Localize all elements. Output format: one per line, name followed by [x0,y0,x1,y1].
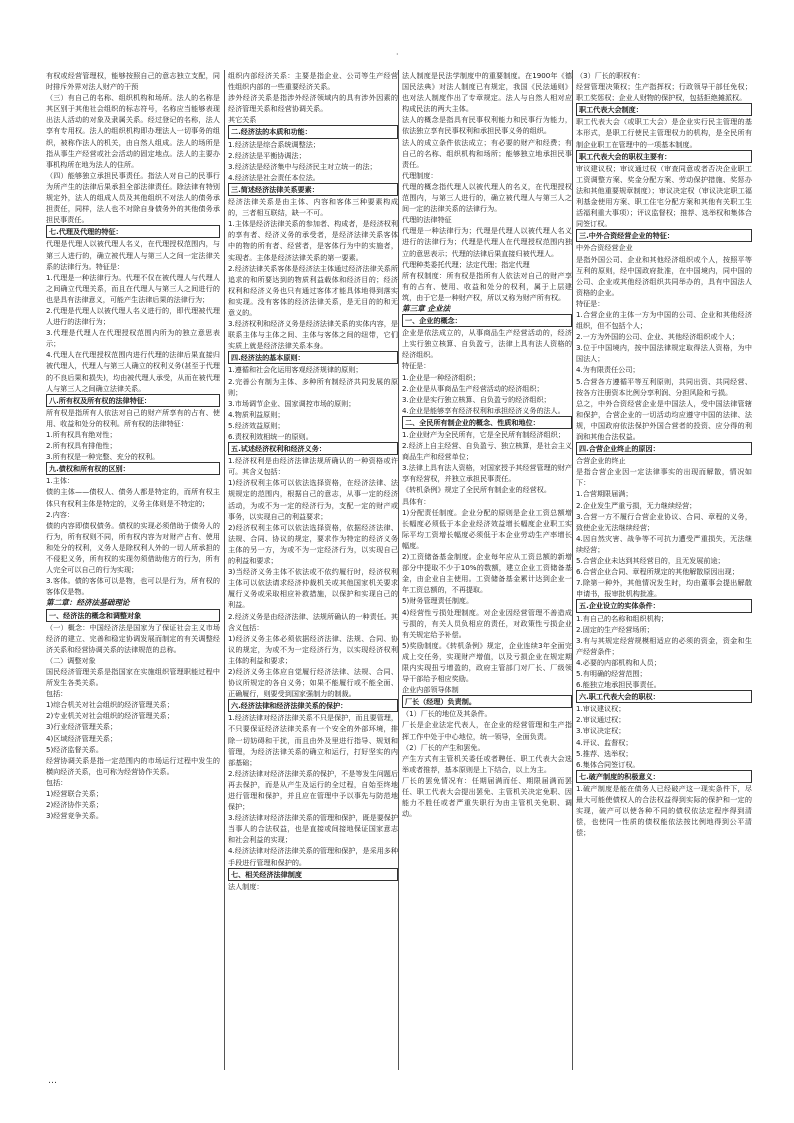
section-heading: 三.简述经济法律关系要素： [228,183,398,196]
column-2 [224,70,398,1070]
paragraph: 合营企业的终止 [576,456,626,466]
paragraph: 3.经济权利和经济义务是经济法律关系的实体内容，是联系主体与主体之间、主体与客体之间的纽带，它们实质上就是经济法律关系本身。 [228,319,398,351]
paragraph: 组织内部经济关系：主要是指企业、公司等生产经营性组织内部的一些重要经济关系。 [228,71,398,92]
paragraph: 特征是： [576,298,605,308]
paragraph: 3.客体。债的客体可以是物，也可以是行为，所有权的客体仅是物。 [46,576,220,597]
paragraph: 1)综合机关对社会组织的经济管理关系； [46,700,174,710]
paragraph: 1.审议建议权； [576,704,626,714]
paragraph: 1)经济权利主体可以依法选择资格，在经济法律、法规规定的范围内，根据自己的意志，从事一定的经济活动，为或不为一定的经济行为，支配一定的财产或事务，以实现自己的利益要求； [228,478,398,521]
paragraph: 2.所有权具有排他性； [46,441,117,451]
paragraph: 1.主体是经济法律关系的参加者、构成者，是经济权利的享有者、经济义务的承受者，是经济法律关系客体中的物的所有者、经营者，是客体行为中的实施者，实现者。主体是经济法律关系的第一要素。 [228,219,398,262]
paragraph: 2.完善公有制为主体、多种所有制经济共同发展的原则； [228,376,398,397]
paragraph: 法人制度是民法学制度中的重要制度。在1900年《德国民法典》对法人制度已有规定，我国《民法通则》也对法人制度作出了专章规定。法人与自然人相对应构成民法的两大主体。 [402,71,572,114]
section-heading: 八.所有权及所有权的法律特征： [46,394,220,407]
section-heading: 职工代表大会的职权主要有： [576,150,752,163]
paragraph: 其它关系 [228,115,257,125]
paragraph: 7.除第一种外，其他情况发生时，均由董事会提出解散申请书，报审批机构批准。 [576,578,752,599]
paragraph: 1)经营联合关系； [46,789,103,798]
paragraph: 4)区域经济管理关系； [46,733,118,743]
section-heading: 厂长（经理）负责制。 [402,695,572,708]
paragraph: 有权或经营管理权，能够按照自己的意志独立支配，同时排斥外界对法人财产的干预 [46,71,220,92]
paragraph: 2.企业发生严重亏损，无力继续经营； [576,500,697,510]
paragraph: 5)财务管理责任制度。 [402,596,474,606]
paragraph: 债的主体——债权人、债务人都是特定的，而所有权主体只有权利主体是特定的，义务主体则是不特定的； [46,487,220,508]
section-heading: 六.职工代表大会的职权： [576,690,752,703]
section-heading: 二.经济法的本质和功能： [228,125,398,138]
paragraph: 代理是一种法律行为；代理是代理人以被代理人名义进行的法律行为；代理是代理人在代理授权范围内独立的意思表示；代理的法律后果直接归被代理人。 [402,226,572,258]
section-heading: 七.破产制度的积极意义： [576,770,752,783]
paragraph: 1.经济法律对经济法律关系不只是保护，而且要管理，不只要保证经济法律关系有一个安全的外部环境，排除一切妨碍和干扰，而且由外及里进行指导、规划和管理，为经济法律关系的确立和运行，打好坚实的内部基础； [228,713,398,767]
paragraph: 2.企业是从事商品生产经营活动的经济组织； [402,383,544,393]
paragraph: 企业是依法成立的，从事商品生产经营活动的，经济上实行独立核算、自负盈亏，法律上具有法人资格的经济组织。 [402,328,572,360]
paragraph: 审议建议权；审议通过权（审查同意或者否决企业职工工资调整方案、奖金分配方案、劳动保护措施、奖惩办法和其他重要规章制度）；审议决定权（审议决定职工福利基金使用方案、职工住宅分配方案和其他有关职工生活福利重大事项）；评议监督权；推荐、选举权和集体合同签订权。 [576,163,752,229]
paragraph: 代理制度： [402,170,438,180]
paragraph: 2)专业机关对社会组织的经济管理关系； [46,711,174,721]
paragraph: 企业内部领导体制 [402,685,459,695]
paragraph: 是指外国公司、企业和其他经济组织或个人，按照平等互利的原则，经中国政府批准，在中国境内，同中国的公司、企业或其他经济组织共同举办的，具有中国法人资格的企业。 [576,254,752,297]
paragraph: 2.固定的生产经营场所； [576,624,654,634]
paragraph: 4.企业是能够享有经济权利和承担经济义务的法人。 [402,405,565,415]
section-heading: 职工代表大会制度： [576,103,752,116]
section-heading: 四.经济法的基本原则： [228,351,398,364]
paragraph: 5.有明确的经营范围； [576,668,647,678]
bottom-mark: … [48,1076,57,1086]
section-heading: 六.经济法律和经济法律关系的保护： [228,699,398,712]
paragraph: 3.市场调节企业、国家调控市场的原则； [228,398,356,408]
paragraph: 3.经济法是经济集中与经济民主对立统一的法； [228,161,377,171]
paragraph: 3.有与其规定经营规模相适应的必须的资金，资金和生产经营条件； [576,635,752,656]
paragraph: 6.合营企业合同、章程所规定的其他解散原因出现； [576,567,739,577]
paragraph: 代理是代理人以被代理人名义，在代理授权范围内，与第三人进行的，确立被代理人与第三人之间一定法律关系的法律行为。特征是： [46,239,220,271]
paragraph: 1.企业财产为全民所有，它是全民所有制经济组织； [402,430,565,439]
section-heading: 四.合营企业终止的原因： [576,442,752,455]
paragraph: 3.所有权是一种完整、充分的权利。 [46,452,160,462]
paragraph: 代理的概念指代理人以被代理人的名义，在代理授权范围内，与第三人进行的，确立被代理人与第三人之间一定的法律关系的法律行为。 [402,181,572,214]
paragraph: 2.代理是代理人以被代理人名义进行的，即代理被代理人进行的法律行为； [46,305,220,327]
paragraph: 经营管理决策权；生产指挥权；行政领导干部任免权；职工奖惩权；企业人财物的保护权，包括拒绝摊派权。 [576,82,752,103]
paragraph: （四）能够独立承担民事责任。指法人对自己的民事行为所产生的法律后果承担全部法律责任。除法律有特别规定外，法人的组成人员及其他组织不对法人的债务承担责任，同样，法人也不对除自身债务外的其他债务承担民事责任。 [46,170,220,225]
paragraph: 经济法律关系是由主体、内容和客体三种要素构成的，三者相互联结，缺一不可。 [228,197,398,218]
paragraph: （二）调整对象 [46,655,96,665]
paragraph: 3.合营一方不履行合营企业协议、合同、章程的义务，致使企业无法继续经营； [576,511,752,532]
paragraph: 1.经济法是综合系统调整法； [228,139,320,149]
paragraph: 包括： [46,777,68,787]
paragraph: 所有权制度：所有权是指所有人依法对自己的财产享有的占有、使用、收益和处分的权利，属于上层建筑，由于它是一种财产权，所以又称为财产所有权。 [402,270,572,302]
section-heading: 二、全民所有制企业的概念、性质和地位： [402,416,572,429]
paragraph: 1.所有权具有绝对性； [46,430,117,439]
paragraph: 5.经济效益原则； [228,420,285,430]
paragraph: 3)经营竞争关系。 [46,811,103,821]
paragraph: 具体有： [402,496,431,506]
section-heading: 一、经济法的概念和调整对象 [46,609,220,622]
paragraph: 1)经济义务主体必须依据经济法律、法规、合同、协议的规定，为或不为一定经济行为，以实现经济权利主体的利益和要求； [228,633,398,665]
paragraph: 3)当经济义务主体不依法或不依约履行时，经济权利主体可以依法请求经济仲裁机关或其他国家机关要求履行义务或采取相应补救措施，以保护和实现自己的利益。 [228,567,398,610]
paragraph: 中外合资经营企业 [576,243,633,253]
paragraph: （一）概念：中国经济法是国家为了保证社会主义市场经济的建立、完善和稳定协调发展而制定的有关调整经济关系和经营协调关系的法律规范的总称。 [46,622,220,654]
paragraph: 所有权是指所有人依法对自己的财产所享有的占有、使用、收益和处分的权利。所有权的法律特征： [46,407,220,428]
paragraph: 1.主体： [46,476,75,486]
paragraph: 2.经济义务是由经济法律、法规所确认的一种责任。其含义包括： [228,611,398,632]
paragraph: 代理种类委托代理；法定代理；指定代理 [402,259,530,269]
paragraph: 2.内容： [46,509,75,519]
paragraph: 1.代理是一种法律行为。代理不仅在被代理人与代理人之间确立代理关系，而且在代理人与第三人之间进行的也是具有法律意义，可能产生法律后果的法律行为； [46,272,220,304]
paragraph: 6.能独立地承担民事责任。 [576,680,661,690]
paragraph: （1）厂长的地位及其条件。 [402,709,492,719]
paragraph: 2.经济法是平衡协调法； [228,150,306,160]
paragraph: 国民经济管理关系是指国家在实施组织管理职能过程中所发生各类关系。 [46,666,220,688]
section-heading: 一、企业的概念： [402,314,572,327]
paragraph: 涉外经济关系是指涉外经济领域内的具有涉外因素的经济管理关系和经营协调关系。 [228,93,398,114]
column-4 [572,70,752,1070]
paragraph: 4.必要的内部机构和人员； [576,657,661,667]
paragraph: 5)经济监督关系。 [46,744,103,754]
column-3 [398,70,572,1070]
chapter-heading: 第三章 企业法 [402,303,451,313]
paragraph: 2.审议通过权； [576,715,626,725]
paragraph: 3.法律上具有法人资格，对国家授予其经营管理的财产享有经营权，并独立承担民事责任。 [402,463,572,484]
paragraph: 经营协调关系是指一定范围内的市场运行过程中发生的横向经济关系，也可称为经营协作关系。 [46,755,220,776]
paragraph: 5.合营各方遵循平等互利原则，共同出资、共同经营、按各方注册资本比例分享利润、分担风险和亏损。 [576,376,752,397]
paragraph: 4.评议、监督权； [576,737,633,747]
paragraph: 5.推荐、选举权； [576,748,633,758]
chapter-heading: 第二章：经济法基础理论 [46,598,130,608]
paragraph: 2)经济协作关系； [46,800,103,810]
paragraph: 法人的概念是指具有民事权利能力和民事行为能力，依法独立享有民事权利和承担民事义务的组织。 [402,115,572,136]
section-heading: 九.债权和所有权的区别： [46,462,220,475]
paragraph: 1.遵循和社会化运用客观经济规律的原则； [228,365,363,375]
paragraph: 3.代理是代理人在代理授权范围内所为的独立意思表示； [46,328,220,349]
paragraph: 产生方式有主管机关委任或者聘任、职工代表大会选举或者推荐，基本原则是上下结合，以上为主。 [402,753,572,774]
paragraph: 2.经济法律对经济法律关系的保护，不是等发生问题后再去保护，而是从产生及运行的全过程，自始至终地进行管理和保护，并且应在管理中予以事先与防范地保护； [228,768,398,812]
paragraph: 1.破产制度是能在债务人已经破产这一现实条件下，尽最大可能使债权人的合法权益得到实际的保护和一定的实现，破产可以使各种不同的债权依法定程序得到清偿，也使同一性质的债权能依法按比例地得到公平清偿； [576,783,752,838]
paragraph: 5.合营企业未达到其经营目的，且无发展前途； [576,556,725,566]
paragraph: 3.企业是实行独立核算、自负盈亏的经济组织； [402,394,551,404]
paragraph: 1)分配责任制度。企业分配的原则是企业工资总额增长幅度必须低于本企业经济效益增长幅度企业职工实际平均工资增长幅度必须低于本企业劳动生产率增长幅度。 [402,507,572,550]
paragraph: 1.合营企业的主体一方为中国的公司、企业和其他经济组织，但不包括个人； [576,309,752,331]
paragraph: 4.经济法律对经济法律关系的管理和保护，是采用多种手段进行管理和保护的。 [228,846,398,867]
top-mark: · [396,50,399,59]
paragraph: 职工代表大会（或职工大会）是企业实行民主管理的基本形式，是职工行使民主管理权力的机构，是全民所有制企业职工在管理中的一项基本制度。 [576,117,752,149]
paragraph: 总之，中外合资经营企业是中国法人，受中国法律管辖和保护，合营企业的一切活动均应遵守中国的法律、法规，中国政府依法保护外国合营者的投资、应分得的利润和其他合法权益。 [576,398,752,441]
paragraph: 厂长的罢免情况有：任期届满而任、期限届满而罢任、职工代表大会提出罢免、主管机关决定免职、因能力不胜任或者严重失职行为由主管机关免职、调动。 [402,775,572,819]
paragraph: 1.合营期限届满； [576,489,633,499]
paragraph: 2.经济上自主经营、自负盈亏、独立核算，是社会主义商品生产和经营单位； [402,441,572,462]
paragraph: 3.位于中国境内，按中国法律规定取得法人资格，为中国法人； [576,343,752,364]
paragraph: 4.代理人在代理授权范围内进行代理的法律后果直接归被代理人，代理人与第三人确立的权利义务(甚至于代理的不良后果和损失)，均由被代理人承受，从而在被代理人与第三人之间确立法律关系。 [46,350,220,393]
paragraph: 厂长是企业法定代表人，在企业的经营管理和生产指挥工作中处于中心地位，统一领导，全面负责。 [402,720,572,741]
paragraph: 2)经济权利主体可以依法选择资格，依据经济法律、法规、合同、协议的规定，要求作为特定的经济义务主体的另一方，为或不为一定经济行为，以实现自己的利益和要求； [228,522,398,566]
paragraph: 3.审议决定权； [576,726,626,736]
section-heading: 七.代理及代理的特征： [46,225,220,238]
paragraph: 法人制度： [228,881,264,891]
section-heading: 七、相关经济法律制度 [228,868,398,881]
paragraph: 6.责权利效相统一的原则。 [228,432,313,441]
paragraph: 4.经济法是社会责任本位法。 [228,172,320,182]
paragraph: 4)经营性亏损处理制度。对企业因经营管理不善造成亏损的，有关人员负相应的责任，对政策性亏损企业有关规定给予补偿。 [402,607,572,639]
paragraph: 法人的成立条件依法成立；有必要的财产和经费；有自己的名称、组织机构和场所；能够独立地承担民事责任。 [402,137,572,169]
paragraph: 是指合营企业因一定法律事实的出现而解散，情况如下： [576,467,752,488]
paragraph: 2)工资储备基金制度。企业每年应从工资总额的新增部分中提取不少于10%的数额，建立企业工资储备基金，由企业自主使用。工资储备基金累计达到企业一年工资总额的，不再提取。 [402,552,572,595]
paragraph: 5)奖励制度。《转机条例》规定，企业连续3年全面完成上交任务，实现财产增值，以及亏损企业在规定期限内实现扭亏增盈的，政府主管部门对厂长、厂级领导干部给予相应奖励。 [402,640,572,684]
paragraph: 2.经济法律关系客体是经济法主体通过经济法律关系所追求的和所要达到的物质利益载体和经济目的；经济权利和经济义务也只有通过客体才能具体地得到落实和实现。没有客体的经济法律关系，是无目的的和无意义的。 [228,263,398,317]
section-heading: 五.企业设立的实体条件： [576,599,752,612]
paragraph: 代理的法律特征 [402,215,452,225]
section-heading: 五.试述经济权利和经济义务： [228,442,398,455]
section-heading: 三.中外合资经营企业的特征： [576,229,752,242]
paragraph: 《转机条例》规定了全民所有制企业的经营权。 [402,485,551,495]
paragraph: 1.有自己的名称和组织机构； [576,613,668,623]
paragraph: （2）厂长的产生和罢免。 [402,742,485,752]
paragraph: 1.经济权利是由经济法律法规所确认的一种资格或许可。其含义包括： [228,456,398,477]
paragraph: 特征是： [402,361,431,371]
paragraph: 4.因自然灾害、战争等不可抗力遭受严重损失，无法继续经营； [576,533,752,554]
column-1 [46,70,220,1070]
paragraph: 4.为有限责任公司； [576,365,640,375]
paragraph: 1.企业是一种经济组织； [402,372,480,382]
paragraph: 包括： [46,689,68,699]
paragraph: （3）厂长的职权有： [576,71,645,80]
paragraph: 2)经济义务主体应自觉履行经济法律、法规、合同、协议所规定的各自义务；如果不能履行或不能全面、正确履行，则要受到国家强制力的制裁。 [228,666,398,699]
paragraph: 3.经济法律对经济法律关系的管理和保护，既是要保护当事人的合法权益，也是直接或间接地保证国家意志和社会利益的实现； [228,813,398,845]
paragraph: 3)行业经济管理关系； [46,722,118,732]
paragraph: 债的内容即债权债务。债权的实现必须借助于债务人的行为，所有权则不同，所有权内容为对财产占有、使用和处分的权利，义务人是除权利人外的一切人所承担的不侵犯义务，所有权的实现勿须借助他方的行为，所有人完全可以自己的行为实现； [46,520,220,575]
paragraph: 4.物质利益原则； [228,409,285,419]
paragraph: 2.一方为外国的公司、企业、其他经济组织或个人； [576,332,739,342]
paragraph: 6.集体合同签订权。 [576,759,640,769]
paragraph: （三）有自己的名称、组织机构和场所。法人的名称是其区别于其他社会组织的标志符号，名称应当能够表现出法人活动的对象及隶属关系。经过登记的名称，法人享有专用权。法人的组织机构即办理法人一切事务的组织，被称作法人的机关，由自然人组成。法人的场所是指从事生产经营或社会活动的固定地点。法人的主要办事机构所在地为法人的住所。 [46,93,220,169]
